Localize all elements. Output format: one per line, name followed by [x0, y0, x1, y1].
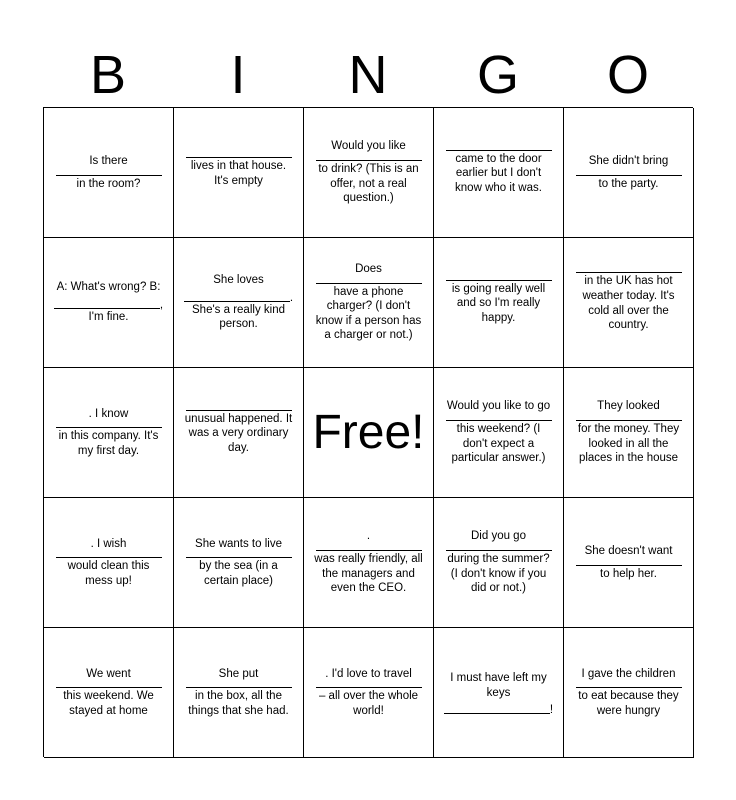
clue-after: I'm fine. [88, 311, 129, 323]
answer-blank [446, 280, 552, 281]
clue-text [574, 154, 683, 191]
clue-after: was really friendly, all the managers and even the CEO. [314, 552, 423, 595]
bingo-cell[interactable] [174, 238, 304, 368]
clue-text [184, 157, 293, 188]
bingo-cell[interactable] [44, 628, 174, 758]
clue-text [314, 667, 423, 719]
answer-blank [186, 557, 292, 558]
clue-after: to drink? (This is an offer, not a real question.) [318, 162, 419, 205]
bingo-cell[interactable] [304, 108, 434, 238]
clue-text [444, 150, 553, 196]
clue-before: She wants to live [195, 537, 282, 550]
clue-before: . I'd love to travel [325, 667, 412, 680]
bingo-cell[interactable] [564, 238, 694, 368]
bingo-cell[interactable] [564, 368, 694, 498]
clue-after: this weekend? (I don't expect a particular answer.) [451, 422, 546, 465]
clue-text [54, 280, 163, 324]
header-letter-g: G [476, 45, 519, 105]
clue-text [184, 537, 293, 589]
clue-before: . [366, 530, 371, 543]
answer-blank [186, 687, 292, 688]
clue-trailing-punctuation: . [289, 291, 294, 304]
clue-before: We went [86, 667, 131, 680]
bingo-cell[interactable] [174, 498, 304, 628]
clue-before: Does [355, 263, 382, 276]
clue-text [54, 537, 163, 589]
header-letter-n: N [348, 45, 388, 105]
clue-before: She didn't bring [588, 154, 669, 167]
clue-after: to the party. [598, 177, 659, 190]
answer-blank [54, 308, 160, 309]
clue-after: in this company. It's my first day. [58, 430, 159, 457]
clue-text [54, 154, 163, 191]
clue-before: She loves [213, 274, 264, 287]
clue-before: Would you like to go [446, 400, 551, 413]
bingo-cell[interactable] [44, 238, 174, 368]
bingo-cell[interactable] [174, 368, 304, 498]
bingo-cell[interactable] [564, 628, 694, 758]
clue-text [444, 671, 554, 717]
bingo-cell[interactable] [304, 628, 434, 758]
bingo-cell[interactable] [434, 628, 564, 758]
answer-blank [316, 550, 422, 551]
clue-text [574, 272, 683, 332]
clue-text [444, 399, 553, 465]
bingo-cell[interactable] [44, 368, 174, 498]
clue-text [54, 667, 163, 719]
clue-text [184, 667, 293, 719]
clue-text [574, 667, 683, 719]
clue-text [574, 544, 683, 581]
clue-before: She doesn't want [584, 544, 673, 557]
free-space-label: Free! [312, 405, 425, 459]
clue-after: in the UK has hot weather today. It's cold all over the country. [582, 275, 675, 332]
answer-blank [186, 410, 292, 411]
clue-before: . I wish [90, 537, 127, 550]
clue-after: during the summer? (I don't know if you did or not.) [447, 552, 550, 595]
clue-after: She's a really kind person. [192, 303, 285, 331]
clue-text [314, 262, 423, 343]
bingo-cell[interactable] [174, 628, 304, 758]
clue-text [314, 529, 423, 595]
header-letter-o: O [606, 45, 649, 105]
clue-text [574, 399, 683, 465]
bingo-cell[interactable] [304, 238, 434, 368]
answer-blank [56, 687, 162, 688]
answer-blank [576, 420, 682, 421]
clue-after: lives in that house. It's empty [190, 159, 287, 187]
clue-before: . I know [88, 407, 129, 420]
bingo-cell[interactable] [174, 108, 304, 238]
clue-after: unusual happened. It was a very ordinary day. [184, 412, 293, 454]
answer-blank [576, 272, 682, 273]
bingo-cell[interactable] [434, 108, 564, 238]
clue-before: A: What's wrong? B: [56, 281, 161, 294]
bingo-cell[interactable] [434, 498, 564, 628]
bingo-cell[interactable] [44, 108, 174, 238]
clue-after: came to the door earlier but I don't know who it was. [455, 152, 542, 194]
clue-text [54, 407, 163, 459]
clue-text [184, 410, 293, 456]
clue-after: for the money. They looked in all the places in the house [577, 422, 680, 465]
answer-blank [444, 713, 550, 714]
clue-before: I gave the children [581, 667, 676, 680]
clue-trailing-punctuation: ! [549, 704, 554, 717]
answer-blank [184, 301, 290, 302]
clue-after: would clean this mess up! [67, 560, 150, 587]
answer-blank [576, 565, 682, 566]
answer-blank [56, 175, 162, 176]
answer-blank [446, 550, 552, 551]
clue-text [444, 529, 553, 595]
bingo-cell[interactable] [434, 238, 564, 368]
clue-after: – all over the whole world! [318, 690, 419, 717]
clue-after: is going really well and so I'm really happy. [451, 282, 546, 324]
clue-after: in the room? [76, 177, 141, 190]
answer-blank [186, 157, 292, 158]
answer-blank [56, 427, 162, 428]
answer-blank [446, 420, 552, 421]
header-letter-b: B [89, 45, 127, 105]
clue-before: Would you like [331, 140, 406, 153]
clue-before: I must have left my keys [450, 671, 547, 699]
clue-text [444, 280, 553, 326]
bingo-grid [43, 107, 693, 757]
answer-blank [576, 175, 682, 176]
bingo-header [43, 42, 693, 108]
answer-blank [446, 150, 552, 151]
answer-blank [576, 687, 682, 688]
bingo-cell[interactable] [434, 368, 564, 498]
clue-after: by the sea (in a certain place) [199, 560, 278, 587]
clue-after: to eat because they were hungry [578, 690, 679, 717]
answer-blank [316, 283, 422, 284]
clue-trailing-punctuation: , [159, 299, 164, 311]
clue-text [314, 139, 423, 205]
bingo-cell[interactable] [564, 498, 694, 628]
clue-after: this weekend. We stayed at home [63, 690, 154, 717]
answer-blank [56, 557, 162, 558]
clue-after: have a phone charger? (I don't know if a person has a charger or not.) [315, 285, 422, 342]
free-space-cell[interactable] [304, 368, 434, 498]
answer-blank [316, 687, 422, 688]
clue-before: She put [218, 667, 259, 680]
bingo-cell[interactable] [44, 498, 174, 628]
answer-blank [316, 160, 422, 161]
clue-after: in the box, all the things that she had. [188, 690, 289, 717]
clue-after: to help her. [600, 567, 657, 580]
bingo-cell[interactable] [304, 498, 434, 628]
clue-before: They looked [597, 400, 660, 413]
clue-text [184, 273, 293, 332]
bingo-cell[interactable] [564, 108, 694, 238]
header-letter-i: I [230, 45, 246, 105]
clue-before: Is there [89, 154, 128, 167]
clue-before: Did you go [471, 530, 526, 543]
